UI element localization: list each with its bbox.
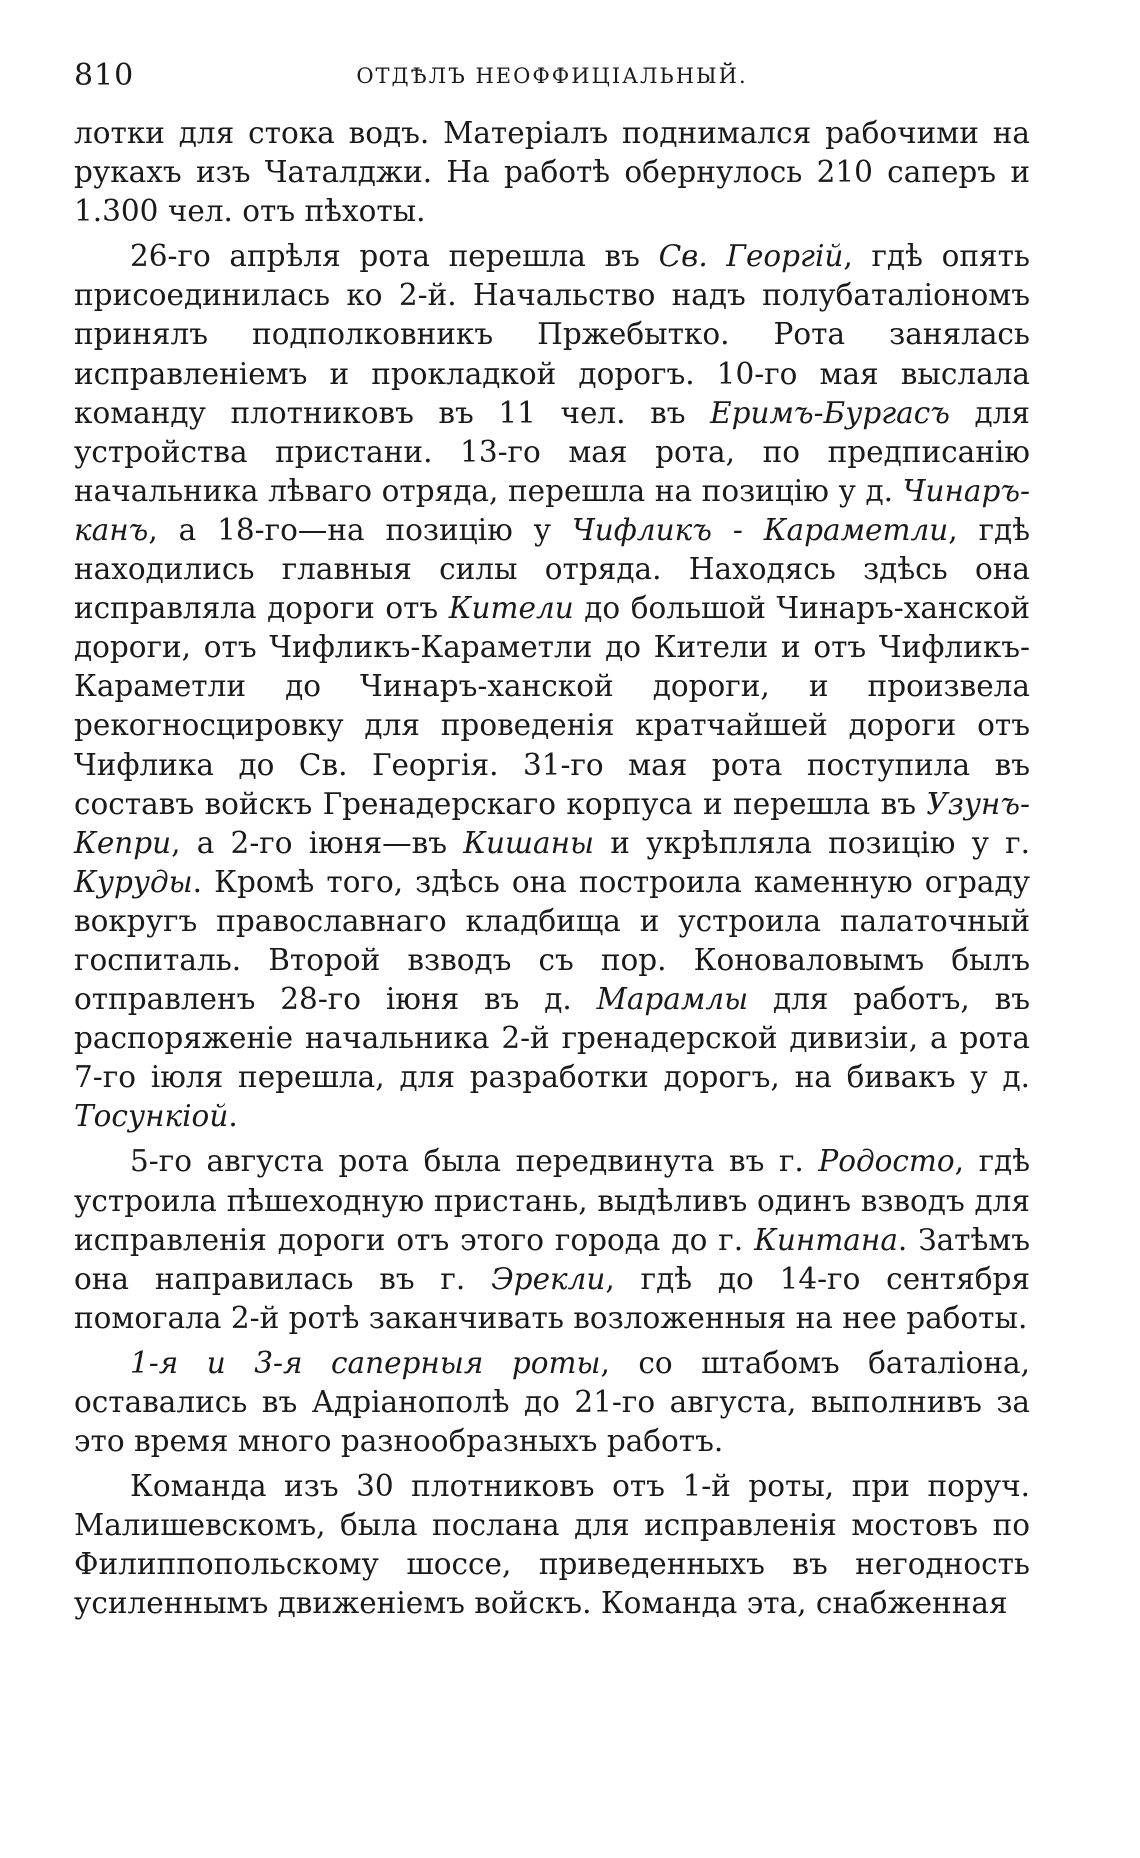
section-lead: 1-я и 3-я саперныя роты xyxy=(130,1345,601,1380)
place-name: Еримъ-Бургасъ xyxy=(710,395,950,430)
place-name: Кители xyxy=(448,591,574,626)
place-name: Кишаны xyxy=(463,825,595,860)
paragraph-1 xyxy=(74,114,1030,231)
paragraph-4 xyxy=(74,1344,1030,1461)
text-segment: лотки для стока водъ. Матеріалъ поднимался рабочими на рукахъ изъ Чаталджи. На работѣ обернулось 210 саперъ и 1.300 чел. отъ пѣхоты. xyxy=(74,116,1030,229)
place-name: Тосункіой xyxy=(74,1099,229,1134)
text-segment: , а 2-го іюня—въ xyxy=(171,825,464,860)
page-header xyxy=(74,58,1030,102)
text-segment: , гдѣ опять присоединилась ко 2-й. Начальство надъ полубаталіономъ принялъ подполковникъ Пржебытко. Рота занялась исправленіемъ и прокладкой дорогъ. 10-го мая выслала команду плотниковъ въ 11 чел. въ xyxy=(74,239,1030,430)
text-segment: , гдѣ до 14-го сентября помогала 2-й ротѣ заканчивать возложенныя на нее работы. xyxy=(74,1261,1030,1335)
text-segment: , со штабомъ баталіона, оставались въ Адріанополѣ до 21-го августа, выполнивъ за это время много разнообразныхъ работъ. xyxy=(74,1345,1030,1459)
place-name: Куруды xyxy=(74,864,193,899)
place-name: Марамлы xyxy=(596,982,749,1017)
text-segment: 26-го апрѣля рота перешла въ xyxy=(130,239,659,274)
paragraph-3 xyxy=(74,1142,1030,1337)
place-name: Узунъ-Кепри xyxy=(74,786,1030,860)
place-name: Св. Георгій xyxy=(658,239,844,274)
book-page xyxy=(74,58,1030,1630)
place-name: Чифликъ - Караметли xyxy=(571,512,949,547)
paragraph-2 xyxy=(74,237,1030,1136)
text-segment: . xyxy=(228,1099,238,1134)
text-segment: 5-го августа рота была передвинута въ г. xyxy=(130,1144,819,1179)
text-segment: . Затѣмъ она направилась въ г. xyxy=(74,1222,1031,1296)
text-segment: Команда изъ 30 плотниковъ отъ 1-й роты, при поруч. Малишевскомъ, была послана для исправленія мостовъ по Филиппопольскому шоссе, приведенныхъ въ негодность усиленнымъ движеніемъ войскъ. Команда эта, снабженная xyxy=(74,1469,1030,1621)
text-segment: , гдѣ находились главныя силы отряда. Находясь здѣсь она исправляла дороги отъ xyxy=(74,512,1030,626)
place-name: Родосто xyxy=(818,1144,955,1179)
text-segment: . Кромѣ того, здѣсь она построила каменную ограду вокругъ православнаго кладбища и устроила палаточный госпиталь. Второй взводъ съ пор. Коноваловымъ былъ отправленъ 28-го іюня въ д. xyxy=(74,864,1030,1017)
text-segment: , гдѣ устроила пѣшеходную пристань, выдѣливъ одинъ взводъ для исправленія дороги отъ этого города до г. xyxy=(74,1144,1030,1257)
place-name: Кинтана xyxy=(754,1222,898,1257)
text-segment: и укрѣпляла позицію у г. xyxy=(594,825,1030,860)
running-head: ОТДѢЛЪ НЕОФФИЦІАЛЬНЫЙ. xyxy=(356,64,748,88)
text-segment: до большой Чинаръ-ханской дороги, отъ Чифликъ-Караметли до Кители и отъ Чифликъ-Караметли до Чинаръ-ханской дороги, и произвела рекогносцировку для проведенія кратчайшей дороги отъ Чифлика до Св. Георгія. 31-го мая рота поступила въ составъ войскъ Гренадерскаго корпуса и перешла въ xyxy=(74,591,1030,821)
text-segment: для работъ, въ распоряженіе начальника 2-й гренадерской дивизіи, а рота 7-го іюля перешла, для разработки дорогъ, на бивакъ у д. xyxy=(74,982,1031,1095)
paragraph-5 xyxy=(74,1467,1030,1623)
page-number: 810 xyxy=(74,58,135,93)
place-name: Чинаръ-канъ xyxy=(74,473,1030,547)
body-text xyxy=(74,114,1030,1624)
text-segment: , а 18-го—на позицію у xyxy=(148,512,572,547)
place-name: Эрекли xyxy=(491,1261,606,1296)
text-segment: для устройства пристани. 13-го мая рота, по предписанію начальника лѣваго отряда, перешла на позицію у д. xyxy=(74,395,1030,508)
